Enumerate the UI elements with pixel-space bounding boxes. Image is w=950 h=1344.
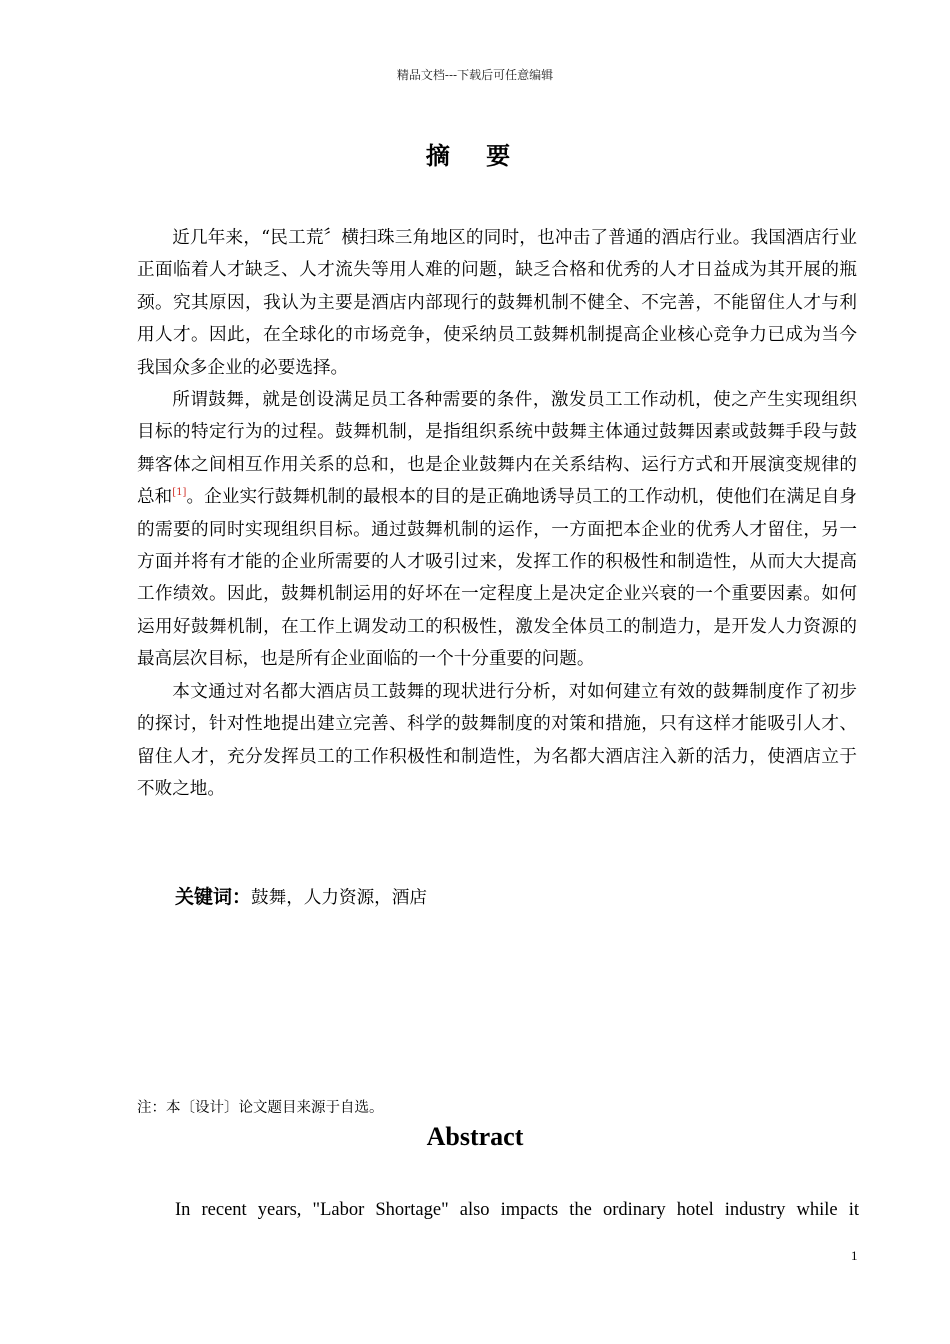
page-number: 1 (851, 1248, 858, 1263)
abstract-paragraph-1: 近几年来，“民工荒〞横扫珠三角地区的同时，也冲击了普通的酒店行业。我国酒店行业正面临着人才缺乏、人才流失等用人难的问题，缺乏合格和优秀的人才日益成为其开展的瓶颈。究其原因，我认为主要是酒店内部现行的鼓舞机制不健全、不完善，不能留住人才与利用人才。因此，在全球化的市场竞争，使采纳员工鼓舞机制提高企业核心竞争力已成为当今我国众多企业的必要选择。 (137, 228, 857, 378)
chinese-abstract-title: 摘 要 (425, 142, 525, 170)
abstract-paragraph-3: 本文通过对名都大酒店员工鼓舞的现状进行分析，对如何建立有效的鼓舞制度作了初步的探讨，针对性地提出建立完善、科学的鼓舞制度的对策和措施，只有这样才能吸引人才、留住人才，充分发挥员工的工作积极性和制造性，为名都大酒店注入新的活力，使酒店立于不败之地。 (137, 681, 857, 799)
keywords-value: 鼓舞，人力资源，酒店 (251, 888, 427, 908)
keywords-line (175, 882, 427, 909)
english-abstract-title: Abstract (426, 1122, 524, 1151)
keywords-label: 关键词： (175, 886, 252, 908)
chinese-abstract-body (137, 222, 857, 805)
abstract-paragraph-2-part-b: 。企业实行鼓舞机制的最根本的目的是正确地诱导员工的工作动机，使他们在满足自身的需要的同时实现组织目标。通过鼓舞机制的运作，一方面把本企业的优秀人才留住，另一方面并将有才能的企业所需要的人才吸引过来，发挥工作的积极性和制造性，从而大大提高工作绩效。因此，鼓舞机制运用的好坏在一定程度上是决定企业兴衰的一个重要因素。如何运用好鼓舞机制，在工作上调发动工的积极性，激发全体员工的制造力，是开发人力资源的最高层次目标，也是所有企业面临的一个十分重要的问题。 (137, 487, 857, 670)
topic-source-note: 注：本〔设计〕论文题目来源于自选。 (137, 1100, 384, 1116)
abstract-paragraph-2-part-a: 所谓鼓舞，就是创设满足员工各种需要的条件，激发员工工作动机，使之产生实现组织目标的特定行为的过程。鼓舞机制，是指组织系统中鼓舞主体通过鼓舞因素或鼓舞手段与鼓舞客体之间相互作用关系的总和，也是企业鼓舞内在关系结构、运行方式和开展演变规律的总和 (137, 390, 857, 508)
english-abstract-first-line: In recent years, "Labor Shortage" also impacts the ordinary hotel industry while it (175, 1200, 859, 1220)
page-header: 精品文档---下载后可任意编辑 (396, 68, 554, 82)
abstract-paragraph-2 (137, 384, 857, 676)
citation-link[interactable]: [1] (172, 487, 187, 499)
